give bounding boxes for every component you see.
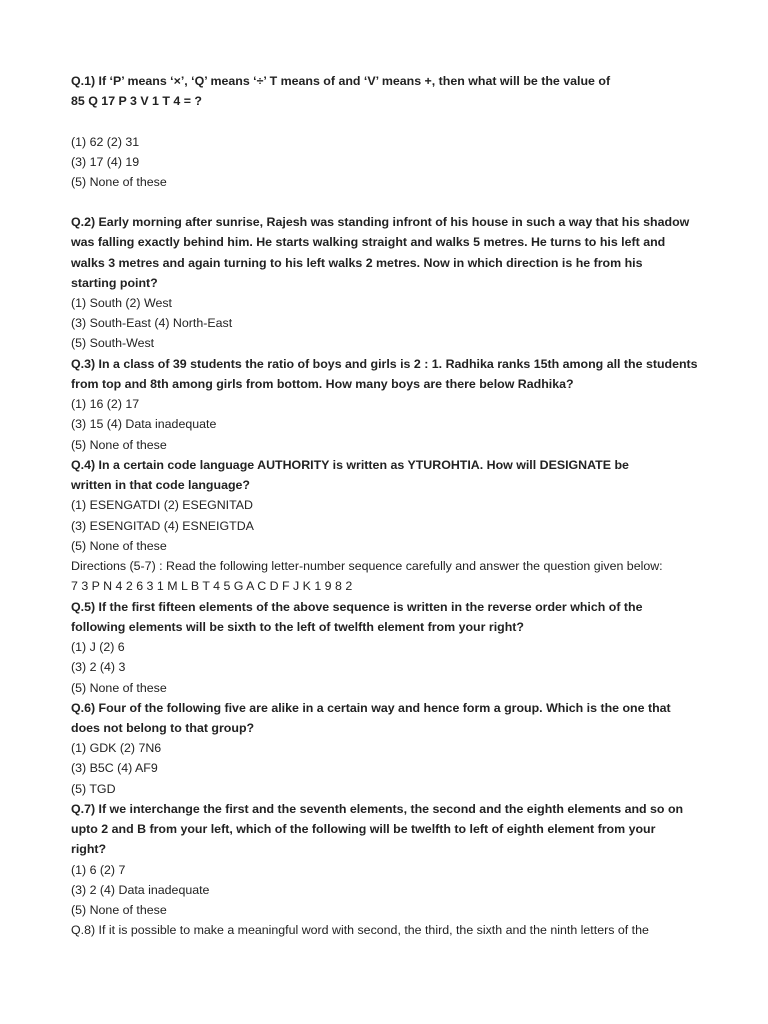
q2-options-line-3: (5) South-West [71, 336, 155, 350]
q2-question-line-1: Q.2) Early morning after sunrise, Rajesh was standing infront of his house in such a way that his shadow [71, 215, 690, 229]
q1-question-line-2: 85 Q 17 P 3 V 1 T 4 = ? [71, 94, 202, 108]
q3-options-line-1: (1) 16 (2) 17 [71, 397, 140, 411]
q1-options-line-3: (5) None of these [71, 175, 167, 189]
q6-options-line-3: (5) TGD [71, 782, 116, 796]
q5-options-line-2: (3) 2 (4) 3 [71, 660, 126, 674]
q3-options-line-2: (3) 15 (4) Data inadequate [71, 417, 217, 431]
q7-question-line-2: upto 2 and B from your left, which of the following will be twelfth to left of eighth element from your [71, 822, 656, 836]
q6-question-line-1: Q.6) Four of the following five are alike in a certain way and hence form a group. Which is the one that [71, 701, 671, 715]
q4-options-line-2: (3) ESENGITAD (4) ESNEIGTDA [71, 519, 254, 533]
q7-options-line-2: (3) 2 (4) Data inadequate [71, 883, 210, 897]
q1-question-line-1: Q.1) If ‘P’ means ‘×’, ‘Q’ means ‘÷’ T means of and ‘V’ means +, then what will be the value of [71, 74, 611, 88]
letter-number-sequence: 7 3 P N 4 2 6 3 1 M L B T 4 5 G A C D F J K 1 9 8 2 [71, 579, 353, 593]
q2-question-line-2: was falling exactly behind him. He starts walking straight and walks 5 metres. He turns to his left and [71, 235, 666, 249]
q2-question-line-4: starting point? [71, 276, 158, 290]
q5-question-line-1: Q.5) If the first fifteen elements of the above sequence is written in the reverse order which of the [71, 600, 643, 614]
q4-options-line-3: (5) None of these [71, 539, 167, 553]
q1-options-line-1: (1) 62 (2) 31 [71, 135, 140, 149]
q6-options-line-1: (1) GDK (2) 7N6 [71, 741, 162, 755]
q4-options-line-1: (1) ESENGATDI (2) ESEGNITAD [71, 498, 253, 512]
q8-question-line-1: Q.8) If it is possible to make a meaningful word with second, the third, the sixth and the ninth letters of the [71, 923, 649, 937]
q2-options-line-1: (1) South (2) West [71, 296, 172, 310]
q5-options-line-1: (1) J (2) 6 [71, 640, 125, 654]
q6-options-line-2: (3) B5C (4) AF9 [71, 761, 158, 775]
q7-question-line-1: Q.7) If we interchange the first and the seventh elements, the second and the eighth elements and so on [71, 802, 684, 816]
q3-question-line-2: from top and 8th among girls from bottom. How many boys are there below Radhika? [71, 377, 574, 391]
q5-options-line-3: (5) None of these [71, 681, 167, 695]
q7-options-line-3: (5) None of these [71, 903, 167, 917]
q7-question-line-3: right? [71, 842, 107, 856]
q2-options-line-2: (3) South-East (4) North-East [71, 316, 233, 330]
q1-options-line-2: (3) 17 (4) 19 [71, 155, 140, 169]
q5-question-line-2: following elements will be sixth to the left of twelfth element from your right? [71, 620, 524, 634]
q3-options-line-3: (5) None of these [71, 438, 167, 452]
q4-question-line-2: written in that code language? [71, 478, 250, 492]
directions-text: Directions (5-7) : Read the following letter-number sequence carefully and answer the question given below: [71, 559, 663, 573]
q4-question-line-1: Q.4) In a certain code language AUTHORITY is written as YTUROHTIA. How will DESIGNATE be [71, 458, 629, 472]
q7-options-line-1: (1) 6 (2) 7 [71, 863, 126, 877]
q3-question-line-1: Q.3) In a class of 39 students the ratio of boys and girls is 2 : 1. Radhika ranks 15th among all the students [71, 357, 698, 371]
q2-question-line-3: walks 3 metres and again turning to his left walks 2 metres. Now in which direction is he from his [71, 256, 643, 270]
q6-question-line-2: does not belong to that group? [71, 721, 255, 735]
